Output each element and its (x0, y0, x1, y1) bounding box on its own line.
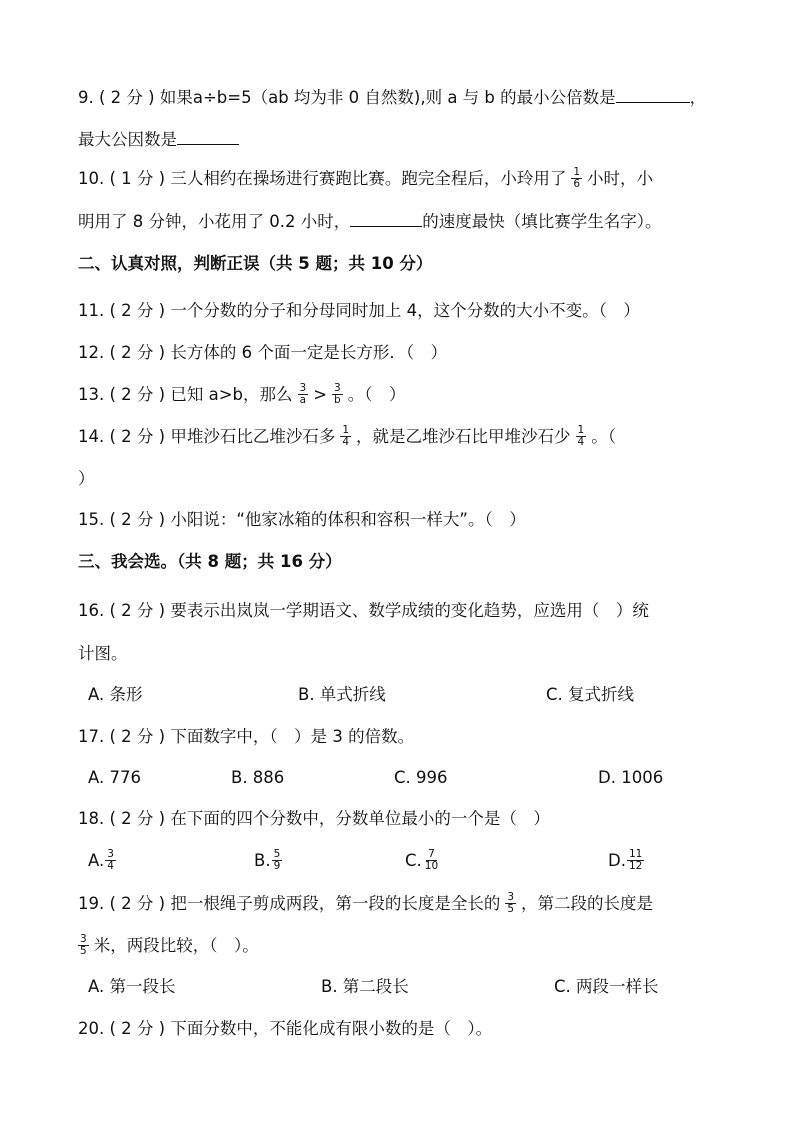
question-text: 如果a÷b=5（ab 均为非 0 自然数),则 a 与 b 的最小公倍数是 (159, 88, 616, 107)
question-15 (78, 509, 734, 531)
question-text: 甲堆沙石比乙堆沙石多 (170, 427, 336, 446)
question-text: ，就是乙堆沙石比甲堆沙石少 (356, 427, 571, 446)
section-heading-2: 二、认真对照，判断正误（共 5 题；共 10 分） (78, 254, 433, 273)
option-d[interactable]: D. $\frac{11}{12}$ (608, 848, 643, 872)
question-11 (78, 300, 734, 322)
question-13 (78, 384, 734, 407)
question-number: 9. ( 2 分 ) (78, 88, 160, 107)
fraction: $\frac{3}{a}$ (299, 382, 307, 406)
question-text: 一个分数的分子和分母同时加上 4，这个分数的大小不变。（ ） (170, 301, 640, 320)
question-text: 长方体的 6 个面一定是长方形．（ ） (170, 343, 448, 362)
fraction: $\frac{3}{b}$ (334, 382, 341, 406)
question-14-line-1 (78, 426, 734, 449)
question-text: 已知 a>b，那么 (170, 385, 293, 404)
option-c[interactable]: C. $\frac{7}{10}$ (405, 848, 439, 872)
option-a[interactable]: A. 776 (88, 768, 141, 787)
question-number: 20. ( 2 分 ) (78, 1019, 171, 1038)
fraction: $\frac{3}{5}$ (80, 933, 87, 957)
option-b[interactable]: B. 单式折线 (298, 685, 386, 704)
question-text: 下面数字中，（ ）是 3 的倍数。 (170, 727, 415, 746)
question-text: 。（ ） (347, 385, 406, 404)
question-20 (78, 1018, 734, 1040)
question-number: 18. ( 2 分 ) (78, 809, 171, 828)
question-text: 小阳说：“他家冰箱的体积和容积一样大”。（ ） (170, 510, 526, 529)
fraction: $\frac{3}{5}$ (507, 891, 515, 915)
question-19-line-2 (78, 935, 734, 958)
section-heading-3: 三、我会选。（共 8 题；共 16 分） (78, 552, 342, 571)
option-b[interactable]: B. 第二段长 (321, 977, 409, 996)
option-b[interactable]: B. $\frac{5}{9}$ (254, 848, 281, 872)
question-number: 19. ( 2 分 ) (78, 894, 171, 913)
answer-blank[interactable] (616, 86, 690, 103)
question-text: 米，两段比较，（ ）。 (93, 936, 259, 955)
option-a[interactable]: A. $\frac{3}{4}$ (88, 848, 114, 872)
question-text: ，第二段的长度是 (521, 894, 654, 913)
question-text: 下面分数中，不能化成有限小数的是（ ）。 (170, 1019, 493, 1038)
question-text: 把一根绳子剪成两段，第一段的长度是全长的 (170, 894, 501, 913)
question-16-line-2 (78, 643, 734, 665)
question-12 (78, 342, 734, 364)
option-a[interactable]: A. 第一段长 (88, 977, 176, 996)
question-number: 15. ( 2 分 ) (78, 510, 171, 529)
question-text: 明用了 8 分钟，小花用了 0.2 小时， (78, 212, 351, 231)
fraction: $\frac{1}{4}$ (577, 424, 585, 448)
option-a[interactable]: A. 条形 (88, 685, 143, 704)
question-text: 小时，小 (587, 169, 654, 188)
question-19-line-1 (78, 893, 734, 916)
question-10-line-2 (78, 210, 734, 233)
question-text: 三人相约在操场进行赛跑比赛。跑完全程后，小玲用了 (170, 169, 567, 188)
question-16-line-1 (78, 600, 734, 622)
option-d[interactable]: D. 1006 (598, 768, 664, 787)
question-number: 12. ( 2 分 ) (78, 343, 171, 362)
question-18 (78, 808, 734, 830)
option-c[interactable]: C. 复式折线 (546, 685, 635, 704)
question-9-line-2 (78, 128, 734, 151)
question-text: 要表示出岚岚一学期语文、数学成绩的变化趋势，应选用（ ）统 (170, 601, 649, 620)
question-text: 计图。 (78, 644, 128, 663)
option-c[interactable]: C. 996 (394, 768, 448, 787)
question-9-line-1: 9. ( 2 分 ) 如果a÷b=5（ab 均为非 0 自然数),则 a 与 b 的最小公倍数是 ， (78, 88, 707, 107)
question-number: 13. ( 2 分 ) (78, 385, 171, 404)
question-number: 16. ( 2 分 ) (78, 601, 171, 620)
question-number: 11. ( 2 分 ) (78, 301, 171, 320)
greater-than-sign: > (313, 385, 328, 404)
question-text: 最大公因数是 (78, 130, 177, 149)
question-text: ） (78, 469, 95, 488)
question-14-line-2 (78, 468, 734, 490)
question-10-line-1 (78, 168, 734, 191)
answer-blank[interactable] (350, 210, 422, 227)
question-text: 在下面的四个分数中，分数单位最小的一个是（ ） (170, 809, 550, 828)
question-number: 10. ( 1 分 ) (78, 169, 171, 188)
option-c[interactable]: C. 两段一样长 (554, 977, 659, 996)
answer-blank[interactable] (177, 128, 239, 145)
question-text: 。（ (591, 427, 616, 446)
question-number: 17. ( 2 分 ) (78, 727, 171, 746)
fraction: $\frac{1}{4}$ (342, 424, 350, 448)
fraction: $\frac{1}{6}$ (573, 166, 581, 190)
option-b[interactable]: B. 886 (231, 768, 285, 787)
question-text: 的速度最快（填比赛学生名字）。 (422, 212, 662, 231)
question-17 (78, 726, 734, 748)
question-number: 14. ( 2 分 ) (78, 427, 171, 446)
